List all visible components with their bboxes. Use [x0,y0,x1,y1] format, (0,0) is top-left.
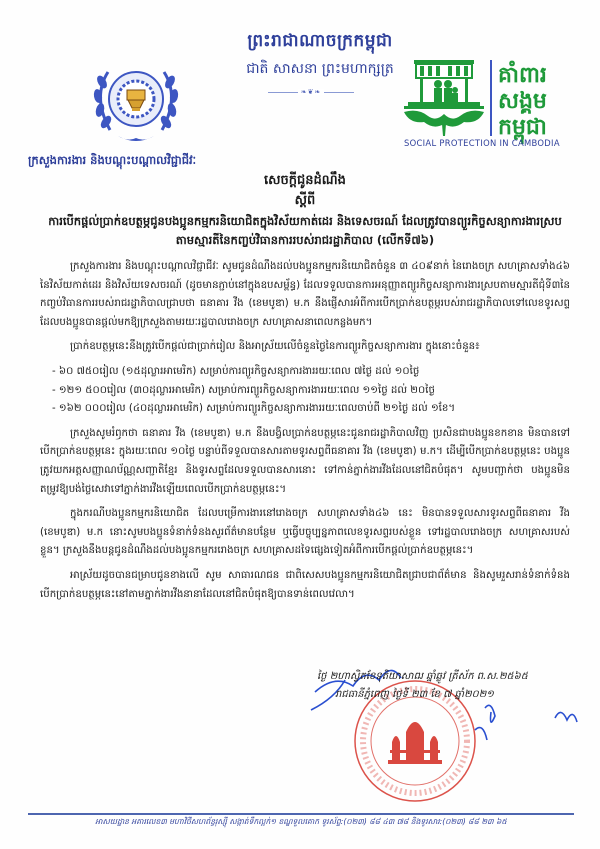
solar-date: រាជធានីភ្នំពេញ ថ្ងៃទី ២៣ ខែ ៧ ឆ្នាំ២០២១ [335,689,494,700]
footer-divider [28,813,574,815]
allowance-item: - ៦០ ៧៥០រៀល (១៥ដុល្លារអាមេរិក) សម្រាប់ការព្យួរកិច្ចសន្យាការងាររយៈពេល ៧ថ្ងៃ ដល់ ១០ថ្ងៃ [52,365,420,377]
national-motto: ជាតិ សាសនា ព្រះមហាក្សត្រ [246,61,394,77]
footer-address: អាសយដ្ឋាន អគារលេខ៣ មហាវិថីសហព័ន្ធរុស្ស៊ី សង្កាត់ទឹកល្អក់១ ខណ្ឌទួលគោក ទូរស័ព្ទ:(០២៣) ៨៨ ៤៣ ៧៨ និងទូរសារ:(០២៣) ៨៨ ២៣ ៦៥ [95,817,507,826]
partner-logo-khmer-2: សង្គម [498,89,547,114]
allowance-list [40,363,570,419]
body-paragraph-2: ប្រាក់ឧបត្ថម្ភនេះនឹងត្រូវបើកផ្តល់ជាប្រាក់រៀល និងអាស្រ័យលើចំនួនថ្ងៃនៃការព្យួរកិច្ចសន្យាការងារ ក្នុងនោះចំនួន៖ [70,341,480,353]
body-paragraph-5: អាស្រ័យដូចបានជម្រាបជូនខាងលើ សូម សាធារណជន ជាពិសេសបងប្អូនកម្មករនិយោជិតជ្រាបជាព័ត៌មាន និងសូមរួសរាន់ទំនាក់ទំនងបើកប្រាក់ឧបត្ថម្ភនេះនៅតាមភ្នាក់ងារវីងនានាដែលនៅជិតបំផុតឱ្យបានទាន់ពេលវេលា។ [40,569,570,600]
date-block [315,668,575,704]
lunar-date: ថ្ងៃ ២ហាស្វិតខែទុតិយាសាឍ ឆ្នាំឆ្លូវ ត្រីស័ក ព.ស.២៥៦៥ [317,671,528,682]
ministry-name: ក្រសួងការងារ និងបណ្តុះបណ្តាលវិជ្ជាជីវៈ [28,153,197,167]
ornamental-divider [268,89,354,95]
notice-title: សេចក្តីជូនដំណឹង [264,173,346,188]
notice-title-block [40,172,570,250]
ornament-icon: ❧❦❧ [298,89,324,95]
kingdom-header [220,30,420,80]
ministry-logo-icon [88,52,184,150]
notice-subject: ការបើកផ្តល់ប្រាក់ឧបត្ថម្ភជូនបងប្អូនកម្មករនិយោជិតក្នុងវិស័យកាត់ដេរ និងទេសចរណ៍ ដែលត្រូវបានព្យួរកិច្ចសន្យាការងារស្របតាមស្មារតីនៃកញ្ចប់វិធានការរបស់រាជរដ្ឋាភិបាល (លើកទី៧៦) [48,214,562,247]
social-protection-logo-icon [398,52,588,148]
partner-logo-khmer-1: គាំពារ [498,63,547,88]
partner-logo-caption: SOCIAL PROTECTION IN CAMBODIA [404,138,560,148]
notice-subtitle-about: ស្តីពី [294,193,316,208]
body-paragraph-4: ក្នុងករណីបងប្អូនកម្មករនិយោជិត ដែលបម្រើការងារនៅរោងចក្រ សហគ្រាសទាំង៤៦ នេះ មិនបានទទួលសារទូរសព្ទពីធនាគារ វីង (ខេមបូឌា) ម.ក នោះសូមបងប្អូនទំនាក់ទំនងសួរព័ត៌មានបន្ថែម ឬធ្វើបច្ចុប្បន្នភាពលេខទូរសព្ទរបស់ខ្លួន ទៅរដ្ឋបាលរោងចក្រ សហគ្រាសរបស់ខ្លួន។ ក្រសួងនឹងបន្តជូនដំណឹងដល់បងប្អូនកម្មកររោងចក្រ សហគ្រាសដទៃផ្សេងទៀតអំពីការបើកផ្តល់ប្រាក់ឧបត្ថម្ភនេះ។ [40,508,570,557]
kingdom-title: ព្រះរាជាណាចក្រកម្ពុជា [247,31,393,51]
body-paragraph-1: ក្រសួងការងារ និងបណ្តុះបណ្តាលវិជ្ជាជីវៈ សូមជូនដំណឹងដល់បងប្អូនកម្មករនិយោជិតចំនួន ៣ ៤០៩នាក់ នៃរោងចក្រ សហគ្រាសទាំង៤៦ នៃវិស័យកាត់ដេរ និងវិស័យទេសចរណ៍ (ដូចមានភ្ជាប់នៅក្នុងឧបសម្ព័ន្ធ) ដែលទទួលបានការអនុញ្ញាតព្យួរកិច្ចសន្យាការងារស្របតាមស្មារតីជុំទី៣នៃកញ្ចប់វិធានការរបស់រាជរដ្ឋាភិបាលជ្រាបថា ធនាគារ វីង (ខេមបូឌា) ម.ក នឹងផ្ញើសារអំពីការបើកប្រាក់ឧបត្ថម្ភរបស់រាជរដ្ឋាភិបាលទៅលេខទូរសព្ទ ដែលបងប្អូនបានផ្តល់មកឱ្យក្រសួងតាមរយៈរដ្ឋបាលរោងចក្រ សហគ្រាសនាពេលកន្លងមក។ [40,261,570,328]
allowance-item: - ១២១ ៥០០រៀល (៣០ដុល្លារអាមេរិក) សម្រាប់ការព្យួរកិច្ចសន្យាការងាររយៈពេល ១១ថ្ងៃ ដល់ ២០ថ្ងៃ [52,384,435,396]
notice-body [40,258,570,610]
allowance-item: - ១៦២ ០០០រៀល (៤០ដុល្លារអាមេរិក) សម្រាប់ការព្យួរកិច្ចសន្យាការងាររយៈពេលចាប់ពី ២១ថ្ងៃ ដល់ ១ខែ។ [52,403,456,415]
partner-logo-khmer-3: កម្ពុជា [498,115,547,140]
body-paragraph-3: ក្រសួងសូមរំឭកថា ធនាគារ វីង (ខេមបូឌា) ម.ក នឹងបង្វិលប្រាក់ឧបត្ថម្ភនេះជូនរាជរដ្ឋាភិបាលវិញ ប្រសិនជាបងប្អូនខកខាន មិនបានទៅបើកប្រាក់ឧបត្ថម្ភនេះ ក្នុងរយៈពេល ១០ថ្ងៃ បន្ទាប់ពីទទួលបានសារតាមទូរសព្ទពីធនាគារ វីង (ខេមបូឌា) ម.ក។ ដើម្បីបើកប្រាក់ឧបត្ថម្ភនេះ បងប្អូនត្រូវយកអត្តសញ្ញាណប័ណ្ណសញ្ជាតិខ្មែរ និងទូរសព្ទដែលទទួលបានសារនោះ ទៅកាន់ភ្នាក់ងារវីងដែលនៅជិតបំផុត។ សូមបញ្ជាក់ថា បងប្អូនមិនតម្រូវឱ្យបង់ថ្លៃសេវាទៅភ្នាក់ងារវីងឡើយពេលបើកប្រាក់ឧបត្ថម្ភនេះ។ [40,427,570,495]
